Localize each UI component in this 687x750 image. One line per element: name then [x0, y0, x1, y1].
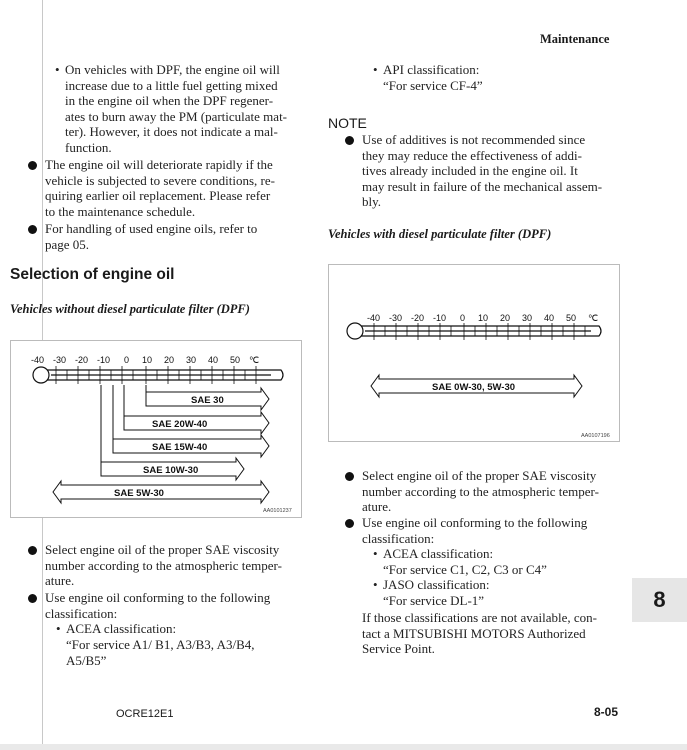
tick-label: 40: [544, 313, 555, 323]
subheading-with-dpf: Vehicles with diesel particulate filter (DPF): [328, 227, 552, 241]
bullet-dot-icon: [28, 546, 37, 555]
text-line: ates to burn away the PM (particulate mat-: [65, 108, 288, 124]
jaso-label: • JASO classification:: [383, 577, 547, 593]
text-line: page 05.: [45, 236, 90, 252]
figure-ref: AA0101237: [263, 508, 292, 514]
tick-label: 50: [566, 313, 577, 323]
document-code: OCRE12E1: [116, 708, 174, 720]
tick-label: -30: [53, 355, 67, 365]
viscosity-chart-svg: [329, 265, 619, 441]
text-line: ature.: [362, 499, 392, 515]
text-line: function.: [65, 139, 112, 155]
text-line: Use of additives is not recommended since: [362, 132, 586, 147]
text-line: Select engine oil of the proper SAE viscosity: [362, 468, 597, 483]
text-line: Select engine oil of the proper SAE viscosity: [45, 542, 280, 557]
dpf-note-bullet: [65, 62, 287, 156]
api-value: “For service CF-4”: [383, 77, 483, 93]
text-line: classification:: [362, 530, 435, 546]
jaso-value: “For service DL-1”: [383, 592, 485, 608]
subheading-without-dpf: Vehicles without diesel particulate filter (DPF): [10, 302, 250, 316]
text-line: vehicle is subjected to severe conditions, re-: [45, 172, 275, 188]
use-oil-bullet-left: [45, 590, 270, 621]
text-line: bly.: [362, 194, 382, 210]
unit-label: ℃: [249, 355, 260, 365]
acea-label: • ACEA classification:: [66, 621, 176, 637]
bullet-dot-icon: [345, 472, 354, 481]
text-line: Use engine oil conforming to the following: [362, 515, 588, 530]
text-line: The engine oil will deteriorate rapidly if the: [45, 157, 273, 172]
grade-label: SAE 5W-30: [114, 488, 164, 499]
grade-bar-sae5w30: [53, 481, 269, 503]
text-line: quiring earlier oil replacement. Please refer: [45, 188, 271, 204]
text-line: may result in failure of the mechanical assem-: [362, 178, 603, 194]
text-line: If those classifications are not available, con-: [362, 610, 597, 625]
text-line: Use engine oil conforming to the following: [45, 590, 271, 605]
severe-conditions-bullet: [45, 157, 275, 219]
text-line: tives already included in the engine oil. It: [362, 163, 578, 179]
text-line: ature.: [45, 573, 75, 589]
tick-label: -20: [411, 313, 425, 323]
grade-bar-sae30: [146, 388, 269, 410]
tick-label: 30: [522, 313, 533, 323]
acea-classification-left: [66, 621, 176, 637]
thermometer-icon: [347, 323, 601, 340]
viscosity-chart-with-dpf: [328, 264, 620, 442]
additives-note-bullet: [362, 132, 602, 210]
text-line: Service Point.: [362, 641, 435, 657]
text-line: classification:: [45, 605, 118, 621]
grade-label: SAE 0W-30, 5W-30: [432, 382, 516, 393]
grade-bar-sae20w40: [124, 412, 269, 434]
text-line: to the maintenance schedule.: [45, 203, 196, 219]
text-line: in the engine oil when the DPF regener-: [65, 93, 274, 109]
tick-label: 10: [478, 313, 489, 323]
grade-bar-sae10w30: [101, 458, 244, 480]
tick-label: -40: [31, 355, 45, 365]
bullet-dot-icon: [345, 519, 354, 528]
select-oil-bullet-left: [45, 542, 282, 589]
grade-label: SAE 20W-40: [152, 419, 208, 430]
thermometer-icon: [33, 366, 283, 384]
text-line: “For service A1/ B1, A3/B3, A3/B4,: [66, 637, 255, 652]
text-line: number according to the atmospheric temper-: [45, 557, 282, 573]
handling-bullet: [45, 221, 257, 252]
text-line: they may reduce the effectiveness of addi-: [362, 147, 582, 163]
bullet-dot-icon: [28, 161, 37, 170]
grade-bar-sae15w40: [113, 435, 269, 457]
viscosity-chart-without-dpf: [10, 340, 302, 518]
tick-label: -40: [367, 313, 381, 323]
select-oil-bullet-right: [362, 468, 599, 515]
tick-label: 10: [142, 355, 153, 365]
tick-label: 20: [500, 313, 511, 323]
acea-jaso-classification-right: [383, 546, 547, 608]
viscosity-chart-svg: [11, 341, 301, 517]
figure-ref: AA0107196: [581, 433, 610, 439]
tick-label: 40: [208, 355, 219, 365]
tick-label: 0: [124, 355, 130, 365]
grade-label: SAE 15W-40: [152, 442, 208, 453]
text-line: A5/B5”: [66, 652, 107, 668]
section-title: Maintenance: [540, 32, 610, 46]
acea-value-left: [66, 637, 255, 668]
text-line: For handling of used engine oils, refer to: [45, 221, 258, 236]
text-line: number according to the atmospheric temper-: [362, 483, 599, 499]
unit-label: ℃: [588, 313, 599, 323]
text-line: tact a MITSUBISHI MOTORS Authorized: [362, 625, 586, 641]
tick-label: -10: [433, 313, 447, 323]
page-number: 8-05: [594, 705, 619, 719]
tick-label: -10: [97, 355, 111, 365]
fallback-instructions: [362, 610, 597, 657]
tick-label: -30: [389, 313, 403, 323]
api-label: • API classification:: [383, 62, 483, 78]
bullet-dot-icon: [28, 594, 37, 603]
section-heading: Selection of engine oil: [10, 266, 175, 283]
bullet-dot-icon: [28, 225, 37, 234]
api-classification: [383, 62, 483, 93]
tick-label: 20: [164, 355, 175, 365]
grade-label: SAE 10W-30: [143, 465, 199, 476]
bullet-dot-icon: [345, 136, 354, 145]
use-oil-bullet-right: [362, 515, 587, 546]
text-line: ter). However, it does not indicate a mal-: [65, 124, 278, 140]
note-title: NOTE: [328, 115, 367, 131]
grade-label: SAE 30: [191, 395, 224, 406]
tick-label: 0: [460, 313, 466, 323]
chapter-tab: 8: [632, 578, 687, 622]
page-bottom-edge: [0, 744, 687, 750]
tick-label: 30: [186, 355, 197, 365]
tick-label: 50: [230, 355, 241, 365]
acea-label: • ACEA classification:: [383, 546, 547, 562]
tick-label: -20: [75, 355, 89, 365]
text-line: • On vehicles with DPF, the engine oil will: [65, 62, 280, 77]
text-line: increase due to a little fuel getting mixed: [65, 77, 278, 93]
acea-value: “For service C1, C2, C3 or C4”: [383, 561, 547, 577]
grade-bar-sae0w30-5w30: [371, 375, 582, 397]
